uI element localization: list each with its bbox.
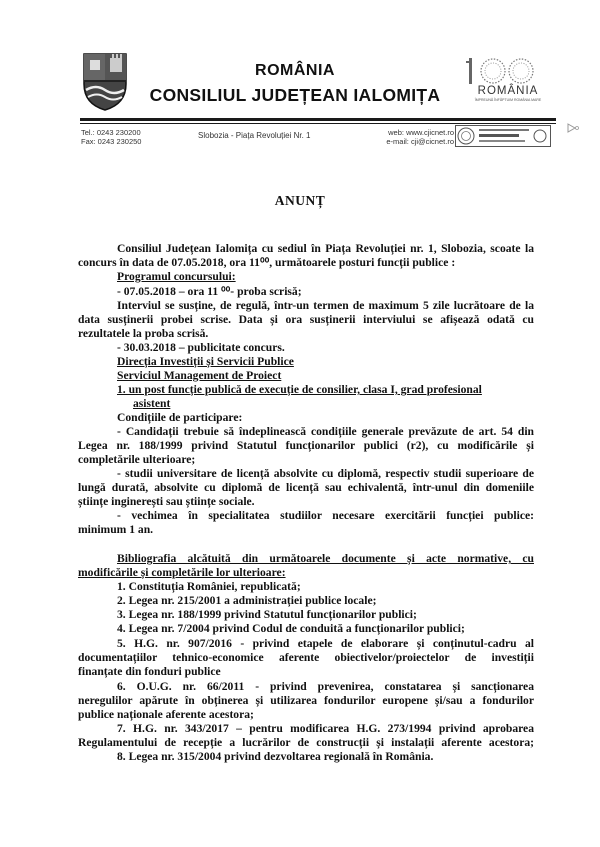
body-line: data susținerii probei scrise. Data și ora susținerii interviului se afișează odată cu (78, 313, 534, 326)
phone-number: Tel.: 0243 230200 (81, 128, 141, 137)
bibliography-heading: Bibliografia alcătuită din următoarele documente și acte normative, cu (117, 552, 534, 565)
section-heading: Serviciul Management de Proiect (117, 369, 282, 382)
body-line: concurs în data de 07.05.2018, ora 11⁰⁰, următoarele posturi funcții publice : (78, 256, 456, 269)
fax-number: Fax: 0243 230250 (81, 137, 142, 146)
institution-title: CONSILIUL JUDEȚEAN IALOMIȚA (149, 85, 441, 105)
body-line: Legea nr. 188/1999 privind Statutul funcționarilor publici (r2), cu modificările și (78, 439, 534, 452)
coat-of-arms-icon (82, 50, 128, 112)
position-title: asistent (133, 397, 171, 410)
body-line: - 07.05.2018 – ora 11 ⁰⁰- proba scrisă; (117, 285, 302, 298)
section-heading: Programul concursului: (117, 270, 236, 283)
country-title: ROMÂNIA (255, 62, 335, 79)
certification-stamp-icon (455, 125, 551, 147)
bibliography-item: 2. Legea nr. 215/2001 a administrației publice locale; (117, 594, 377, 607)
bibliography-item: 3. Legea nr. 188/1999 privind Statutul funcționarilor publici; (117, 608, 417, 621)
body-line: Consiliul Județean Ialomița cu sediul în Piața Revoluției nr. 1, Slobozia, scoate la (117, 242, 534, 255)
bibliography-item: 1. Constituția României, republicată; (117, 580, 301, 593)
bibliography-item: Regulamentului de recepție a lucrărilor de construcții și instalații aferente acestora; (78, 736, 534, 749)
header-rule-thick (80, 118, 556, 121)
body-line: - 30.03.2018 – publicitate concurs. (117, 341, 285, 354)
centenary-logo-subtitle: ÎMPREUNĂ ÎNFĂPTUIM ROMÂNIA MARE (474, 98, 542, 102)
bibliography-item: neregulilor apărute în obținerea și utilizarea fondurilor europene și/sau a fondurilor (78, 694, 534, 707)
document-title: ANUNȚ (274, 193, 326, 208)
website: web: www.cjicnet.ro (388, 128, 454, 137)
postal-address: Slobozia - Piața Revoluției Nr. 1 (198, 131, 311, 140)
header-rule-thin (80, 123, 556, 124)
bibliography-item: 5. H.G. nr. 907/2016 - privind etapele de elaborare și conținutul-cadru al (117, 637, 534, 650)
body-line: completările ulterioare; (78, 453, 196, 466)
body-line: științe inginerești sau științe sociale. (78, 495, 255, 508)
position-title: 1. un post funcție publică de execuție de consilier, clasa I, grad profesional (117, 383, 482, 396)
bibliography-item: documentațiilor tehnico-economice aferente obiectivelor/proiectelor de investiții (78, 651, 534, 664)
centenary-logo-icon (459, 56, 551, 112)
bibliography-item: 7. H.G. nr. 343/2017 – pentru modificarea H.G. 273/1994 privind aprobarea (117, 722, 534, 735)
section-heading: Direcția Investiții și Servicii Publice (117, 355, 294, 368)
email-address: e-mail: cji@cicnet.ro (386, 137, 454, 146)
bibliography-item: finanțate din fonduri publice (78, 665, 221, 678)
body-line: rezultatele la proba scrisă. (78, 327, 209, 340)
body-line: - vechimea în specialitatea studiilor necesare exercitării funcției publice: (117, 509, 534, 522)
body-line: lungă durată, absolvite cu diplomă de licență sau echivalentă, într-unul din domeniile (78, 481, 534, 494)
centenary-logo-text: ROMÂNIA (477, 85, 539, 97)
margin-mark-icon (566, 122, 580, 134)
body-line: Condițiile de participare: (117, 411, 243, 424)
body-line: minimum 1 an. (78, 523, 154, 536)
body-line: Interviul se susține, de regulă, într-un termen de maximum 5 zile lucrătoare de la (117, 299, 534, 312)
body-line: - Candidații trebuie să îndeplinească condițiile generale prevăzute de art. 54 din (117, 425, 534, 438)
bibliography-item: 4. Legea nr. 7/2004 privind Codul de conduită a funcționarilor publici; (117, 622, 465, 635)
bibliography-heading: modificările și completările lor ulterioare: (78, 566, 286, 579)
bibliography-item: 8. Legea nr. 315/2004 privind dezvoltarea regională în România. (117, 750, 434, 763)
bibliography-item: 6. O.U.G. nr. 66/2011 - privind prevenirea, constatarea și sancționarea (117, 680, 534, 693)
body-line: - studii universitare de licență absolvite cu diplomă, respectiv studii superioare de (117, 467, 534, 480)
bibliography-item: publice naționale aferente acestora; (78, 708, 254, 721)
